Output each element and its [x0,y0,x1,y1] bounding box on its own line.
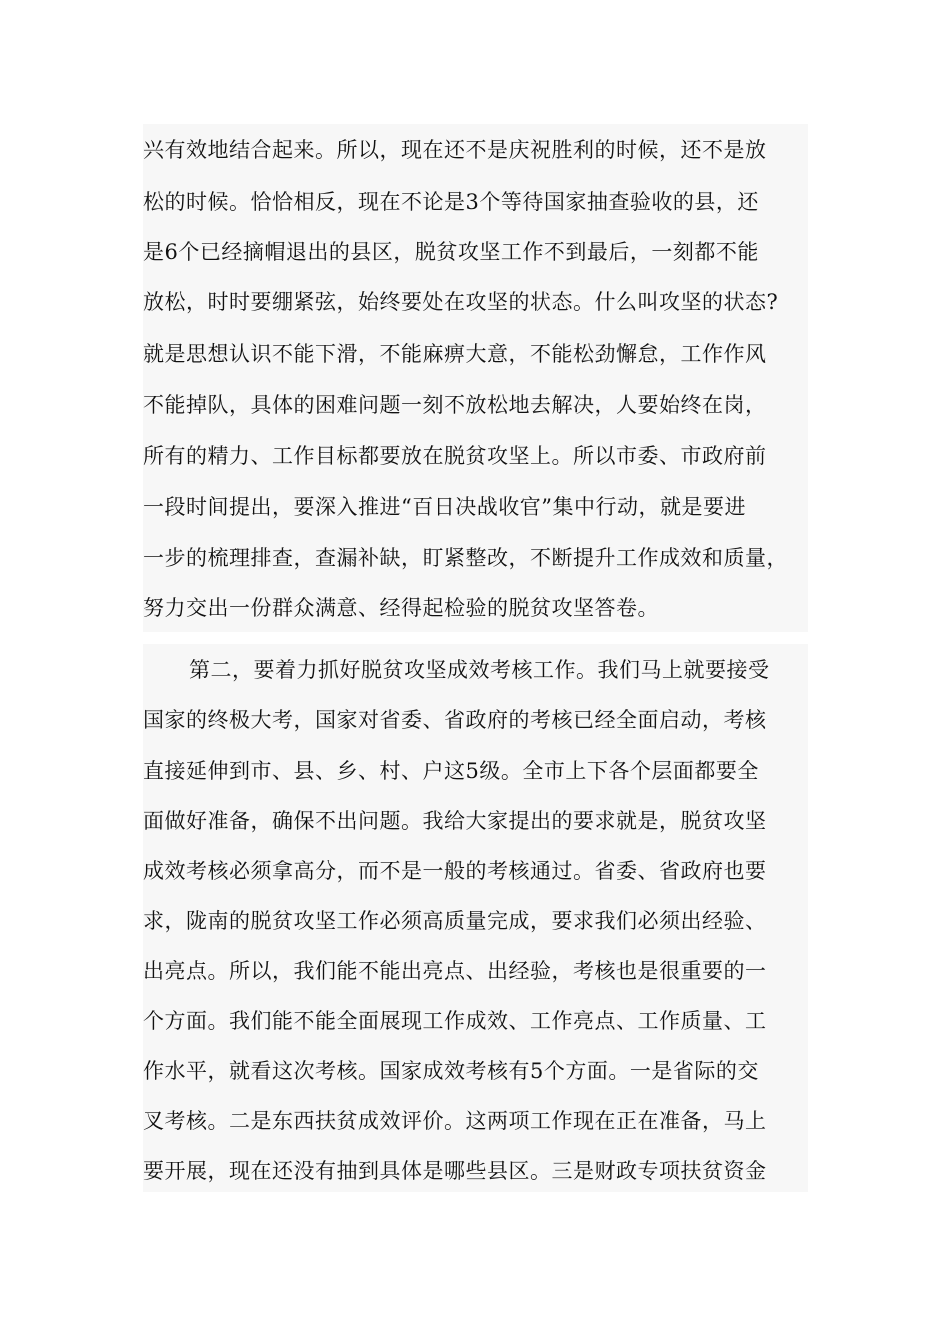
text-line: 成效考核必须拿高分，而不是一般的考核通过。省委、省政府也要 [143,859,767,883]
text-line: 一段时间提出，要深入推进“百日决战收官”集中行动，就是要进 [143,495,746,519]
text-line: 叉考核。二是东西扶贫成效评价。这两项工作现在正在准备，马上 [143,1109,767,1133]
text-line: 面做好准备，确保不出问题。我给大家提出的要求就是，脱贫攻坚 [143,809,767,833]
text-line: 一步的梳理排查，查漏补缺，盯紧整改，不断提升工作成效和质量， [143,546,788,570]
text-line-indented: 第二，要着力抓好脱贫攻坚成效考核工作。我们马上就要接受 [189,658,770,682]
text-line: 国家的终极大考，国家对省委、省政府的考核已经全面启动，考核 [143,708,767,732]
text-line: 放松，时时要绷紧弦，始终要处在攻坚的状态。什么叫攻坚的状态? [143,290,779,314]
text-line: 个方面。我们能不能全面展现工作成效、工作亮点、工作质量、工 [143,1009,767,1033]
text-line: 是6个已经摘帽退出的县区，脱贫攻坚工作不到最后，一刻都不能 [143,240,759,264]
text-line: 直接延伸到市、县、乡、村、户这5级。全市上下各个层面都要全 [143,759,759,783]
text-line: 求，陇南的脱贫攻坚工作必须高质量完成，要求我们必须出经验、 [143,909,767,933]
text-line: 不能掉队，具体的困难问题一刻不放松地去解决，人要始终在岗， [143,393,767,417]
text-line: 松的时候。恰恰相反，现在不论是3个等待国家抽查验收的县，还 [143,190,759,214]
text-line: 要开展，现在还没有抽到具体是哪些县区。三是财政专项扶贫资金 [143,1159,767,1183]
text-line: 出亮点。所以，我们能不能出亮点、出经验，考核也是很重要的一 [143,959,767,983]
paragraph-second-point [143,644,808,1192]
text-line: 努力交出一份群众满意、经得起检验的脱贫攻坚答卷。 [143,596,659,620]
text-line: 就是思想认识不能下滑，不能麻痹大意，不能松劲懈怠，工作作风 [143,342,767,366]
text-line: 作水平，就看这次考核。国家成效考核有5个方面。一是省际的交 [143,1059,759,1083]
text-line: 兴有效地结合起来。所以，现在还不是庆祝胜利的时候，还不是放 [143,138,767,162]
text-line: 所有的精力、工作目标都要放在脱贫攻坚上。所以市委、市政府前 [143,444,767,468]
paragraph-continued [143,124,808,632]
